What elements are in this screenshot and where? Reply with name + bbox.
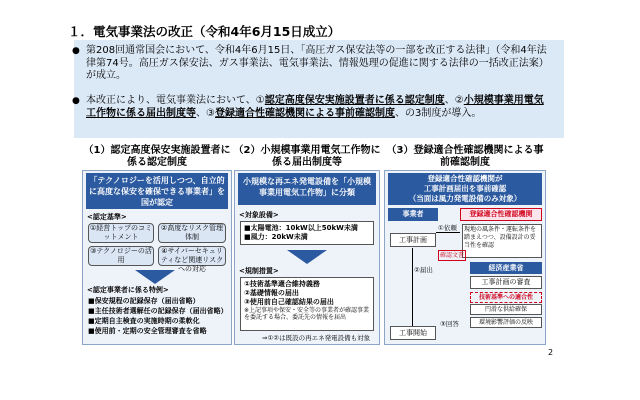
page-title: １．電気事業法の改正（令和4年6月15日成立）: [68, 24, 341, 39]
highlight-3: 登録適合性確認機関による事前確認制度: [214, 107, 395, 119]
summary-bullet-1: ● 第208回通常国会において、令和4年6月15日、「高圧ガス保安法等の一部を改正する法律」（令和4年法律第74号。高圧ガス保安法、ガス事業法、電気事業法、情報処理の促進に関する法律の一括改正法案）が成立。: [72, 45, 549, 81]
measure-1: ①技術基準適合維持義務: [244, 280, 320, 288]
special-3: ■定期自主検査の実施時期の柔軟化: [88, 317, 200, 325]
col1-heading: （1）認定高度保安実施設置者に係る認定制度: [83, 145, 231, 168]
smooth-supply: 円滑な供給確保: [470, 304, 542, 315]
col2-banner: 小規模な再エネ発電設備を「小規模事業用電気工作物」に分類: [238, 173, 376, 205]
col1-banner: 「テクノロジーを活用しつつ、自立的に高度な保安を確保できる事業者」を国が認定: [86, 173, 228, 209]
arrow-down-icon: [135, 270, 175, 284]
criteria-label: <認定基準>: [87, 213, 127, 221]
bullet-icon: ●: [72, 46, 80, 56]
criterion-3: ③テクノロジーの活用: [88, 246, 154, 266]
measures-box: [240, 277, 374, 331]
tech-standard: 技術基準への適合性: [470, 292, 542, 303]
request-arrow: [436, 232, 460, 233]
measure-2: ②基礎情報の届出: [244, 289, 299, 297]
operator-label: 事業者: [388, 208, 438, 221]
highlight-1: 認定高度保安実施設置者に係る認定制度: [264, 95, 445, 106]
col2-heading: （2）小規模事業用電気工作物に係る届出制度等: [233, 145, 381, 168]
plan-box: 工事計画: [390, 233, 436, 247]
reply-label: ③回答: [440, 320, 459, 328]
request-label: ①依頼: [438, 224, 457, 232]
summary-bullet-2: ● 本改正により、電気事業法において、①認定高度保安実施設置者に係る認定制度、②小規模事業用電気工作物に係る届出制度等、③登録適合性確認機関による事前確認制度、の3制度が導入。: [72, 95, 544, 119]
measure-3: ③使用前自己確認結果の届出: [244, 298, 334, 306]
target-2: ■風力：20kW未満: [244, 233, 308, 241]
measures-label: <規制措置>: [239, 267, 279, 275]
criterion-2: ②高度なリスク管理体制: [158, 223, 226, 243]
measure-note: ※上記事項や保安・安全等の事業者が確認事業を委託する場合、委託先の情報を届出: [244, 307, 370, 321]
review-box: 工事計画の審査: [470, 276, 542, 289]
special-1: ■保安規程の記録保存（届出省略）: [88, 297, 200, 305]
criterion-1: ①経営トップのコミットメント: [89, 224, 153, 241]
highlight-2: 小規模事業用電気工作物に係る届出制度等: [86, 95, 544, 119]
flow-line: [412, 248, 413, 328]
col2-note: ⇒①②は既設の再エネ発電設備も対象: [262, 334, 371, 342]
special-label: <認定事業者に係る特例>: [87, 286, 169, 294]
col3-banner: 登録適合性確認機関が 工事計画届出を事前確認 （当面は風力発電設備のみ対象）: [388, 173, 542, 205]
special-4: ■使用前・定期の安全管理審査を省略: [88, 327, 207, 335]
env-assessment: 環境影響評価の反映: [470, 317, 542, 328]
notify-label: ②届出: [414, 266, 433, 274]
meti-label: 経済産業省: [470, 262, 542, 274]
target-box: [240, 221, 374, 245]
page-number: 2: [548, 348, 554, 357]
arrow-down-icon: [287, 250, 327, 264]
target-label: <対象設備>: [239, 211, 279, 219]
agency-desc: 現地の風条件・運転条件を踏まえつつ、設備設計の妥当性を確認: [462, 224, 542, 258]
agency-label: 登録適合性確認機関: [460, 208, 542, 221]
special-2: ■主任技術者選解任の記録保存（届出省略）: [88, 307, 228, 315]
criterion-4: ④サイバーセキュリティなど関連リスクへの対応: [158, 246, 226, 266]
start-box: 工事開始: [390, 326, 436, 340]
bullet-icon: ●: [72, 96, 80, 106]
cert-label: 確認文書: [440, 252, 465, 259]
col3-heading: （3）登録適合性確認機関による事前確認制度: [386, 145, 544, 168]
target-1: ■太陽電池：10kW以上50kW未満: [244, 224, 358, 232]
